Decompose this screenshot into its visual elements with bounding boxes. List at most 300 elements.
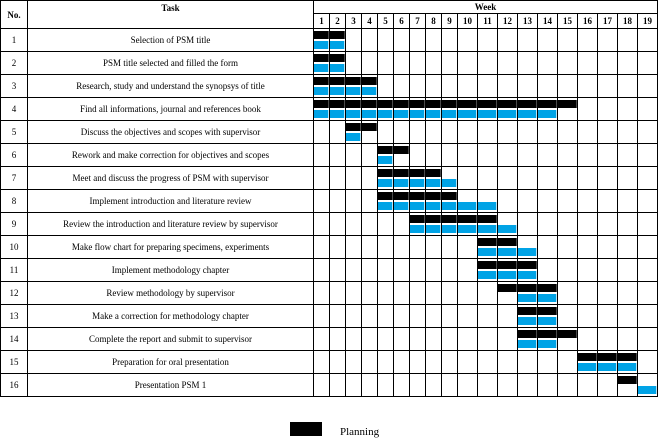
week-cell bbox=[638, 282, 658, 305]
planning-bar-segment bbox=[362, 77, 377, 85]
week-cell bbox=[314, 259, 330, 282]
planning-bar-segment bbox=[442, 100, 457, 108]
week-number-5: 5 bbox=[378, 14, 394, 29]
planning-bar-segment bbox=[426, 169, 441, 177]
week-cell bbox=[378, 282, 394, 305]
week-cell bbox=[394, 213, 410, 236]
week-cell bbox=[498, 75, 518, 98]
week-cell bbox=[618, 52, 638, 75]
planning-bar-segment bbox=[314, 77, 329, 85]
week-cell bbox=[442, 213, 458, 236]
task-name: Presentation PSM 1 bbox=[28, 374, 314, 397]
task-number: 5 bbox=[1, 121, 28, 144]
planning-bar-segment bbox=[558, 100, 577, 108]
week-cell bbox=[314, 190, 330, 213]
actual-bar-segment bbox=[478, 271, 497, 279]
planning-bar-segment bbox=[330, 54, 345, 62]
week-cell bbox=[378, 190, 394, 213]
week-cell bbox=[558, 328, 578, 351]
table-row bbox=[1, 213, 658, 236]
week-cell bbox=[362, 282, 378, 305]
week-cell bbox=[458, 98, 478, 121]
week-cell bbox=[346, 144, 362, 167]
planning-bar-segment bbox=[538, 284, 557, 292]
week-cell bbox=[330, 282, 346, 305]
actual-bar-segment bbox=[518, 294, 537, 302]
week-cell bbox=[346, 351, 362, 374]
week-cell bbox=[362, 351, 378, 374]
week-cell bbox=[458, 328, 478, 351]
actual-bar-segment bbox=[498, 271, 517, 279]
week-cell bbox=[442, 236, 458, 259]
task-number: 1 bbox=[1, 29, 28, 52]
week-number-13: 13 bbox=[518, 14, 538, 29]
week-cell bbox=[558, 351, 578, 374]
task-number: 12 bbox=[1, 282, 28, 305]
actual-bar-segment bbox=[426, 202, 441, 210]
week-cell bbox=[426, 190, 442, 213]
week-cell bbox=[314, 351, 330, 374]
week-cell bbox=[558, 374, 578, 397]
week-cell bbox=[538, 282, 558, 305]
week-cell bbox=[426, 328, 442, 351]
week-cell bbox=[394, 75, 410, 98]
actual-bar-segment bbox=[378, 179, 393, 187]
week-cell bbox=[538, 305, 558, 328]
week-cell bbox=[362, 236, 378, 259]
actual-bar-segment bbox=[458, 110, 477, 118]
week-cell bbox=[498, 236, 518, 259]
week-cell bbox=[558, 213, 578, 236]
week-cell bbox=[442, 144, 458, 167]
planning-bar-segment bbox=[378, 169, 393, 177]
week-cell bbox=[618, 144, 638, 167]
week-cell bbox=[442, 328, 458, 351]
planning-bar-segment bbox=[394, 192, 409, 200]
week-cell bbox=[378, 144, 394, 167]
week-cell bbox=[578, 213, 598, 236]
week-cell bbox=[458, 351, 478, 374]
week-cell bbox=[638, 328, 658, 351]
actual-bar-segment bbox=[478, 110, 497, 118]
table-row bbox=[1, 144, 658, 167]
week-cell bbox=[618, 374, 638, 397]
week-number-7: 7 bbox=[410, 14, 426, 29]
week-cell bbox=[394, 190, 410, 213]
actual-bar-segment bbox=[314, 110, 329, 118]
week-cell bbox=[314, 236, 330, 259]
week-cell bbox=[578, 29, 598, 52]
actual-bar-segment bbox=[598, 363, 617, 371]
task-name: Review methodology by supervisor bbox=[28, 282, 314, 305]
week-cell bbox=[578, 236, 598, 259]
week-cell bbox=[442, 121, 458, 144]
actual-bar-segment bbox=[518, 317, 537, 325]
week-cell bbox=[618, 282, 638, 305]
actual-bar-segment bbox=[442, 202, 457, 210]
actual-bar-segment bbox=[330, 87, 345, 95]
week-cell bbox=[378, 213, 394, 236]
actual-bar-segment bbox=[442, 225, 457, 233]
task-number: 7 bbox=[1, 167, 28, 190]
week-cell bbox=[558, 259, 578, 282]
actual-bar-segment bbox=[362, 110, 377, 118]
actual-bar-segment bbox=[426, 110, 441, 118]
week-cell bbox=[498, 351, 518, 374]
week-cell bbox=[458, 190, 478, 213]
actual-bar-segment bbox=[618, 363, 637, 371]
planning-bar-segment bbox=[498, 261, 517, 269]
actual-bar-segment bbox=[498, 110, 517, 118]
week-number-12: 12 bbox=[498, 14, 518, 29]
week-cell bbox=[442, 167, 458, 190]
planning-bar-segment bbox=[442, 215, 457, 223]
week-cell bbox=[638, 98, 658, 121]
actual-bar-segment bbox=[314, 87, 329, 95]
week-cell bbox=[518, 190, 538, 213]
actual-bar-segment bbox=[498, 225, 517, 233]
actual-bar-segment bbox=[314, 41, 329, 49]
task-number: 11 bbox=[1, 259, 28, 282]
week-cell bbox=[638, 52, 658, 75]
task-number: 14 bbox=[1, 328, 28, 351]
planning-bar-segment bbox=[346, 100, 361, 108]
week-cell bbox=[362, 167, 378, 190]
planning-bar-segment bbox=[410, 215, 425, 223]
week-cell bbox=[410, 351, 426, 374]
week-cell bbox=[478, 351, 498, 374]
week-cell bbox=[518, 305, 538, 328]
week-cell bbox=[518, 29, 538, 52]
planning-bar-segment bbox=[618, 353, 637, 361]
week-cell bbox=[426, 29, 442, 52]
week-number-16: 16 bbox=[578, 14, 598, 29]
actual-bar-segment bbox=[378, 202, 393, 210]
week-cell bbox=[498, 98, 518, 121]
actual-bar-segment bbox=[638, 386, 657, 394]
actual-bar-segment bbox=[362, 87, 377, 95]
planning-bar-segment bbox=[410, 192, 425, 200]
week-cell bbox=[426, 374, 442, 397]
actual-bar-segment bbox=[538, 110, 557, 118]
week-cell bbox=[518, 144, 538, 167]
header-task: Task bbox=[28, 1, 314, 29]
week-cell bbox=[598, 305, 618, 328]
actual-bar-segment bbox=[410, 179, 425, 187]
task-number: 15 bbox=[1, 351, 28, 374]
week-cell bbox=[498, 259, 518, 282]
task-number: 3 bbox=[1, 75, 28, 98]
week-cell bbox=[394, 282, 410, 305]
week-cell bbox=[578, 282, 598, 305]
week-cell bbox=[442, 305, 458, 328]
week-cell bbox=[330, 236, 346, 259]
week-cell bbox=[578, 328, 598, 351]
task-name: Make flow chart for preparing specimens, experiments bbox=[28, 236, 314, 259]
planning-bar-segment bbox=[362, 100, 377, 108]
week-cell bbox=[346, 213, 362, 236]
week-cell bbox=[638, 190, 658, 213]
planning-bar-segment bbox=[378, 100, 393, 108]
week-cell bbox=[558, 98, 578, 121]
week-cell bbox=[426, 167, 442, 190]
planning-bar-segment bbox=[598, 353, 617, 361]
actual-bar-segment bbox=[538, 317, 557, 325]
week-cell bbox=[538, 144, 558, 167]
week-cell bbox=[330, 305, 346, 328]
week-cell bbox=[518, 167, 538, 190]
week-cell bbox=[442, 190, 458, 213]
week-cell bbox=[598, 144, 618, 167]
week-cell bbox=[410, 52, 426, 75]
week-cell bbox=[618, 121, 638, 144]
week-cell bbox=[558, 29, 578, 52]
week-cell bbox=[410, 98, 426, 121]
week-cell bbox=[458, 213, 478, 236]
planning-bar-segment bbox=[478, 215, 497, 223]
week-cell bbox=[478, 305, 498, 328]
actual-bar-segment bbox=[394, 110, 409, 118]
actual-bar-segment bbox=[346, 87, 361, 95]
week-cell bbox=[410, 374, 426, 397]
planning-bar-segment bbox=[478, 238, 497, 246]
week-cell bbox=[458, 144, 478, 167]
week-cell bbox=[598, 351, 618, 374]
week-cell bbox=[330, 213, 346, 236]
week-cell bbox=[362, 259, 378, 282]
actual-bar-segment bbox=[394, 202, 409, 210]
week-cell bbox=[538, 29, 558, 52]
planning-bar-segment bbox=[518, 261, 537, 269]
task-number: 16 bbox=[1, 374, 28, 397]
week-cell bbox=[330, 190, 346, 213]
planning-bar-segment bbox=[410, 169, 425, 177]
week-cell bbox=[362, 98, 378, 121]
actual-bar-segment bbox=[538, 340, 557, 348]
week-cell bbox=[410, 236, 426, 259]
week-cell bbox=[598, 213, 618, 236]
week-cell bbox=[362, 29, 378, 52]
task-name: Meet and discuss the progress of PSM with supervisor bbox=[28, 167, 314, 190]
actual-bar-segment bbox=[378, 110, 393, 118]
planning-bar-segment bbox=[394, 100, 409, 108]
week-cell bbox=[410, 75, 426, 98]
actual-bar-segment bbox=[458, 202, 477, 210]
table-row bbox=[1, 351, 658, 374]
week-cell bbox=[426, 144, 442, 167]
week-cell bbox=[314, 305, 330, 328]
week-cell bbox=[458, 52, 478, 75]
week-cell bbox=[426, 213, 442, 236]
task-name: Review the introduction and literature review by supervisor bbox=[28, 213, 314, 236]
week-cell bbox=[330, 144, 346, 167]
planning-bar-segment bbox=[538, 100, 557, 108]
week-cell bbox=[518, 282, 538, 305]
week-cell bbox=[538, 190, 558, 213]
week-cell bbox=[538, 121, 558, 144]
week-cell bbox=[458, 374, 478, 397]
week-cell bbox=[458, 259, 478, 282]
week-cell bbox=[330, 52, 346, 75]
task-name: Make a correction for methodology chapter bbox=[28, 305, 314, 328]
week-cell bbox=[538, 374, 558, 397]
week-cell bbox=[478, 121, 498, 144]
actual-bar-segment bbox=[330, 64, 345, 72]
week-cell bbox=[498, 167, 518, 190]
week-cell bbox=[598, 259, 618, 282]
week-cell bbox=[498, 29, 518, 52]
week-cell bbox=[314, 213, 330, 236]
week-cell bbox=[538, 236, 558, 259]
actual-bar-segment bbox=[518, 271, 537, 279]
week-cell bbox=[618, 351, 638, 374]
week-cell bbox=[410, 282, 426, 305]
table-row bbox=[1, 75, 658, 98]
week-cell bbox=[618, 236, 638, 259]
week-cell bbox=[346, 29, 362, 52]
week-cell bbox=[578, 75, 598, 98]
week-cell bbox=[478, 236, 498, 259]
week-cell bbox=[426, 236, 442, 259]
week-cell bbox=[314, 144, 330, 167]
week-number-6: 6 bbox=[394, 14, 410, 29]
table-row bbox=[1, 259, 658, 282]
table-row bbox=[1, 374, 658, 397]
week-cell bbox=[618, 213, 638, 236]
week-cell bbox=[518, 374, 538, 397]
week-cell bbox=[578, 190, 598, 213]
week-number-11: 11 bbox=[478, 14, 498, 29]
week-cell bbox=[538, 259, 558, 282]
planning-bar-segment bbox=[314, 54, 329, 62]
week-cell bbox=[426, 75, 442, 98]
task-name: Discuss the objectives and scopes with supervisor bbox=[28, 121, 314, 144]
week-cell bbox=[394, 167, 410, 190]
week-cell bbox=[330, 374, 346, 397]
legend bbox=[290, 422, 379, 438]
week-cell bbox=[638, 121, 658, 144]
actual-bar-segment bbox=[346, 133, 361, 141]
week-cell bbox=[478, 213, 498, 236]
week-cell bbox=[410, 259, 426, 282]
planning-bar-segment bbox=[478, 261, 497, 269]
week-cell bbox=[314, 75, 330, 98]
task-number: 2 bbox=[1, 52, 28, 75]
planning-bar-segment bbox=[458, 215, 477, 223]
actual-bar-segment bbox=[330, 41, 345, 49]
table-row bbox=[1, 328, 658, 351]
week-cell bbox=[442, 351, 458, 374]
task-number: 4 bbox=[1, 98, 28, 121]
week-cell bbox=[518, 98, 538, 121]
week-cell bbox=[362, 75, 378, 98]
week-cell bbox=[330, 75, 346, 98]
week-cell bbox=[638, 75, 658, 98]
week-cell bbox=[538, 328, 558, 351]
task-name: Rework and make correction for objectives and scopes bbox=[28, 144, 314, 167]
table-row bbox=[1, 305, 658, 328]
week-cell bbox=[558, 190, 578, 213]
week-cell bbox=[410, 190, 426, 213]
week-cell bbox=[518, 121, 538, 144]
week-cell bbox=[458, 305, 478, 328]
week-cell bbox=[378, 98, 394, 121]
week-cell bbox=[378, 29, 394, 52]
week-cell bbox=[346, 374, 362, 397]
week-cell bbox=[618, 75, 638, 98]
actual-bar-segment bbox=[478, 225, 497, 233]
week-cell bbox=[478, 144, 498, 167]
task-name: PSM title selected and filled the form bbox=[28, 52, 314, 75]
week-cell bbox=[638, 351, 658, 374]
week-cell bbox=[314, 374, 330, 397]
week-cell bbox=[362, 305, 378, 328]
week-cell bbox=[498, 52, 518, 75]
week-cell bbox=[394, 328, 410, 351]
table-row bbox=[1, 98, 658, 121]
week-number-3: 3 bbox=[346, 14, 362, 29]
week-cell bbox=[346, 121, 362, 144]
week-cell bbox=[558, 305, 578, 328]
actual-bar-segment bbox=[410, 225, 425, 233]
week-cell bbox=[346, 167, 362, 190]
week-cell bbox=[410, 328, 426, 351]
week-cell bbox=[378, 52, 394, 75]
week-cell bbox=[478, 259, 498, 282]
week-cell bbox=[518, 75, 538, 98]
actual-bar-segment bbox=[426, 225, 441, 233]
actual-bar-segment bbox=[346, 110, 361, 118]
week-cell bbox=[378, 167, 394, 190]
planning-bar-segment bbox=[378, 192, 393, 200]
task-name: Complete the report and submit to supervisor bbox=[28, 328, 314, 351]
week-cell bbox=[378, 351, 394, 374]
planning-bar-segment bbox=[378, 146, 393, 154]
week-cell bbox=[378, 374, 394, 397]
week-cell bbox=[394, 121, 410, 144]
week-cell bbox=[498, 190, 518, 213]
week-cell bbox=[362, 374, 378, 397]
week-cell bbox=[498, 305, 518, 328]
week-cell bbox=[330, 121, 346, 144]
week-cell bbox=[558, 75, 578, 98]
actual-bar-segment bbox=[426, 179, 441, 187]
week-cell bbox=[330, 98, 346, 121]
planning-bar-segment bbox=[518, 100, 537, 108]
week-cell bbox=[378, 305, 394, 328]
week-cell bbox=[578, 98, 598, 121]
week-cell bbox=[410, 144, 426, 167]
planning-bar-segment bbox=[578, 353, 597, 361]
week-cell bbox=[498, 374, 518, 397]
actual-bar-segment bbox=[442, 179, 457, 187]
week-cell bbox=[478, 75, 498, 98]
week-cell bbox=[330, 29, 346, 52]
week-cell bbox=[458, 29, 478, 52]
table-row bbox=[1, 190, 658, 213]
week-number-14: 14 bbox=[538, 14, 558, 29]
task-number: 8 bbox=[1, 190, 28, 213]
week-cell bbox=[346, 305, 362, 328]
week-cell bbox=[578, 52, 598, 75]
week-cell bbox=[598, 29, 618, 52]
week-cell bbox=[598, 328, 618, 351]
planning-bar-segment bbox=[478, 100, 497, 108]
week-cell bbox=[498, 282, 518, 305]
week-cell bbox=[362, 213, 378, 236]
week-cell bbox=[394, 29, 410, 52]
planning-bar-segment bbox=[558, 330, 577, 338]
